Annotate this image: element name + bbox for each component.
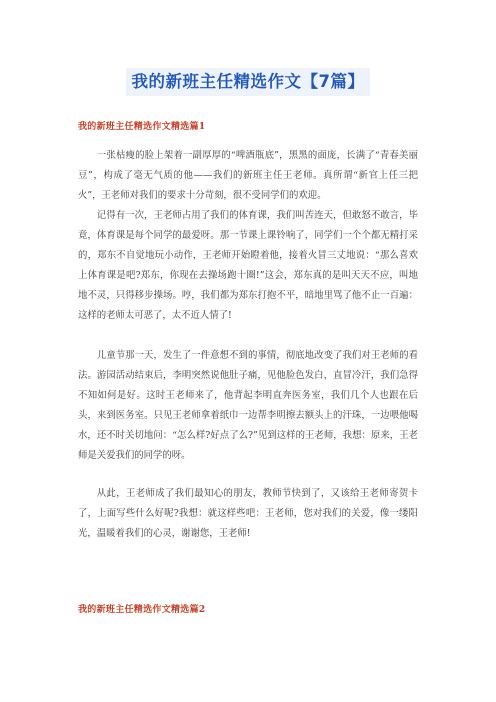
paragraph-2: 记得有一次，王老师占用了我们的体育课，我们叫苦连天，但敢怒不敢言，毕竟，体育课是每个同学的最爱呀。那一节课上课铃响了，同学们一个个都无精打采的，郑东不自觉地玩小动作，王老师开始瞪着他，接着火冒三丈地说：“那么喜欢上体育课是吧?郑东，你现在去操场跑十圈!”这会，郑东真的是叫天天不应，叫地地不灵，只得移步操场。哼，我们都为郑东打抱不平，暗地里骂了他不止一百遍：这样的老师太可恶了，太不近人情了! xyxy=(78,210,418,321)
section-heading-2: 我的新班主任精选作文精选篇2 xyxy=(78,605,206,615)
paragraph-1: 一张枯瘦的脸上架着一副厚厚的“啤酒瓶底”，黑黑的面庞，长满了“青春美丽豆”，构成了毫无气质的他——我们的新班主任王老师。真所谓“新官上任三把火”，王老师对我们的要求十分苛刻，很不受同学们的欢迎。 xyxy=(78,150,418,201)
title-container xyxy=(0,68,496,96)
section-heading-1: 我的新班主任精选作文精选篇1 xyxy=(78,122,206,132)
paragraph-3: 儿童节那一天，发生了一件意想不到的事情，彻底地改变了我们对王老师的看法。游园活动结束后，李明突然说他肚子痛，见他脸色发白，直冒冷汗，我们急得不知如何是好。这时王老师来了，他背起李明直奔医务室，我们几个人也跟在后头，来到医务室。只见王老师拿着纸巾一边帮李明擦去额头上的汗珠，一边喂他喝水，还不时关切地问：“怎么样?好点了么?”见到这样的王老师，我想：原来，王老师是关爱我们的同学的呀。 xyxy=(78,350,418,461)
paragraph-4: 从此，王老师成了我们最知心的朋友，教师节快到了，又该给王老师寄贺卡了，上面写些什么好呢?我想：就这样些吧：王老师，您对我们的关爱，像一缕阳光，温暖着我们的心灵，谢谢您，王老师! xyxy=(78,488,418,539)
document-title: 我的新班主任精选作文【7篇】 xyxy=(126,68,371,96)
